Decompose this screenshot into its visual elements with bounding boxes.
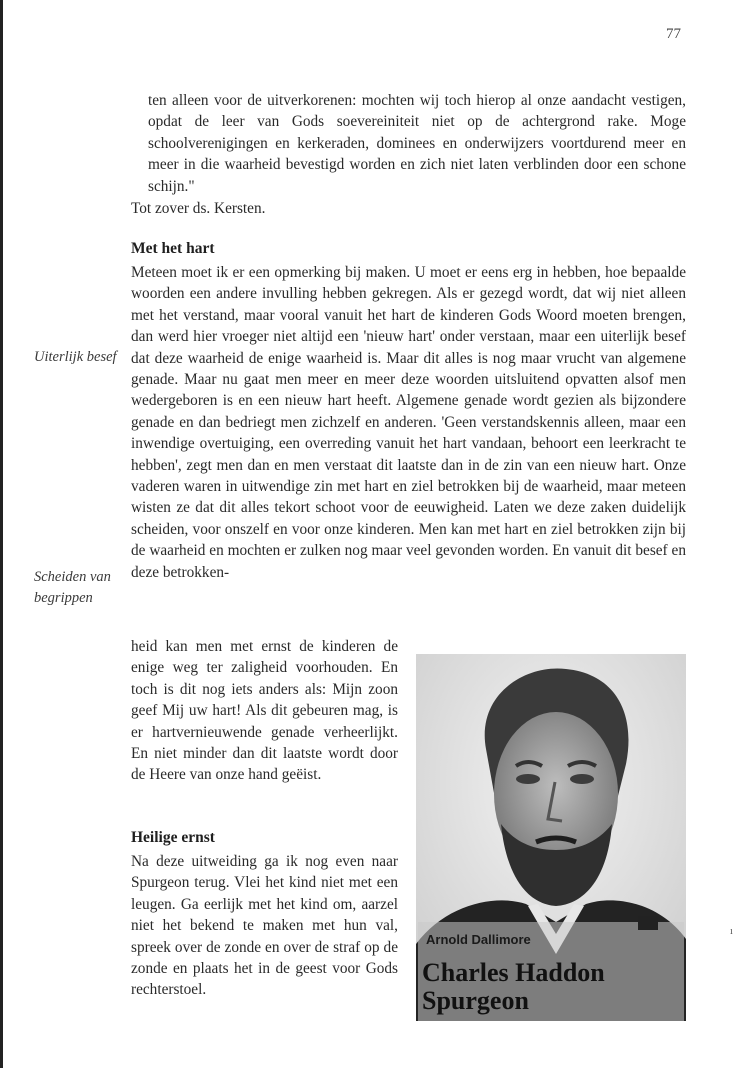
page-number: 77 [666, 26, 681, 42]
section-heading-met-het-hart: Met het hart [131, 240, 215, 257]
section-body-heilige-ernst: Na deze uitweiding ga ik nog even naar Spurgeon terug. Vlei het kind niet met een leugen. Ga eerlijk met het kind om, aarzel niet het bekend te maken met hun val, spreek over de zonde en over de straf op de zonde en plaats het in de geest voor Gods rechterstoel. [131, 853, 398, 999]
section-heading-heilige-ernst: Heilige ernst [131, 829, 215, 846]
book-cover-title-line1: Charles Haddon [422, 958, 605, 987]
book-cover-title-line2: Spurgeon [422, 986, 529, 1015]
page-spine-edge [0, 0, 3, 1068]
collar-detail [638, 916, 658, 930]
section-body-met-het-hart: Meteen moet ik er een opmerking bij maken. U moet er eens erg in hebben, hoe bepaalde woorden een andere invulling hebben gekregen. Als er gezegd wordt, dat wij niet alleen met het verstand, maar vooral vanuit het hart de kinderen Gods Woord moeten brengen, dan werd hier vroeger niet altijd een 'nieuw hart' onder verstaan, maar een uiterlijk besef dat deze waarheid de enige waarheid is. Maar dit alles is nog maar vrucht van algemene genade. Maar nu gaat men meer en meer deze woorden uitsluitend opvatten alsof men wedergeboren is en een nieuw hart heeft. Algemene genade wordt gezien als bijzondere genade en dan bedriegt men zichzelf en anderen. 'Geen verstandskennis alleen, maar een inwendige overtuiging, een overreding vanuit het hart vandaan, behoort een leerkracht te hebben', zegt men dan en men verstaat dit laatste dan in de zin van een nieuw hart. Onze vaderen waren in uitwendige zin met hart en ziel betrokken bij de waarheid, maar meteen wisten ze dat dit alles tekort schoot voor de eeuwigheid. Laten we deze zaken duidelijk scheiden, voor onszelf en voor onze kinderen. Men kan met hart en ziel betrokken zijn bij de waarheid en mochten er zulken nog maar veel gevonden worden. En vanuit dit besef en deze betrokken- [131, 264, 686, 581]
margin-note-uiterlijk-besef: Uiterlijk besef [34, 349, 117, 365]
book-cover-author: Arnold Dallimore [426, 932, 531, 947]
margin-note-scheiden-van-begrippen: Scheiden van begrippen [34, 569, 111, 606]
stray-mark: ı [730, 926, 733, 937]
closing-line: Tot zover ds. Kersten. [131, 200, 266, 217]
section-body-continuation: heid kan men met ernst de kinderen de enige weg ter zaligheid voorhouden. En toch is dit nog iets anders als: Mijn zoon geef Mij uw hart! Als dit gebeuren mag, is er hartvernieuwende genade verheerlijkt. En niet minder dan dit laatste wordt door de Heere van onze hand geëist. [131, 638, 398, 784]
quote-paragraph: ten alleen voor de uitverkorenen: mochten wij toch hierop al onze aandacht vestigen, opdat de leer van Gods soevereiniteit niet op de achtergrond rake. Moge schoolverenigingen en kerkeraden, dominees en onderwijzers voortdurend meer en meer in die waarheid bevestigd worden en zich niet laten verblinden door een schone schijn." [148, 92, 686, 195]
